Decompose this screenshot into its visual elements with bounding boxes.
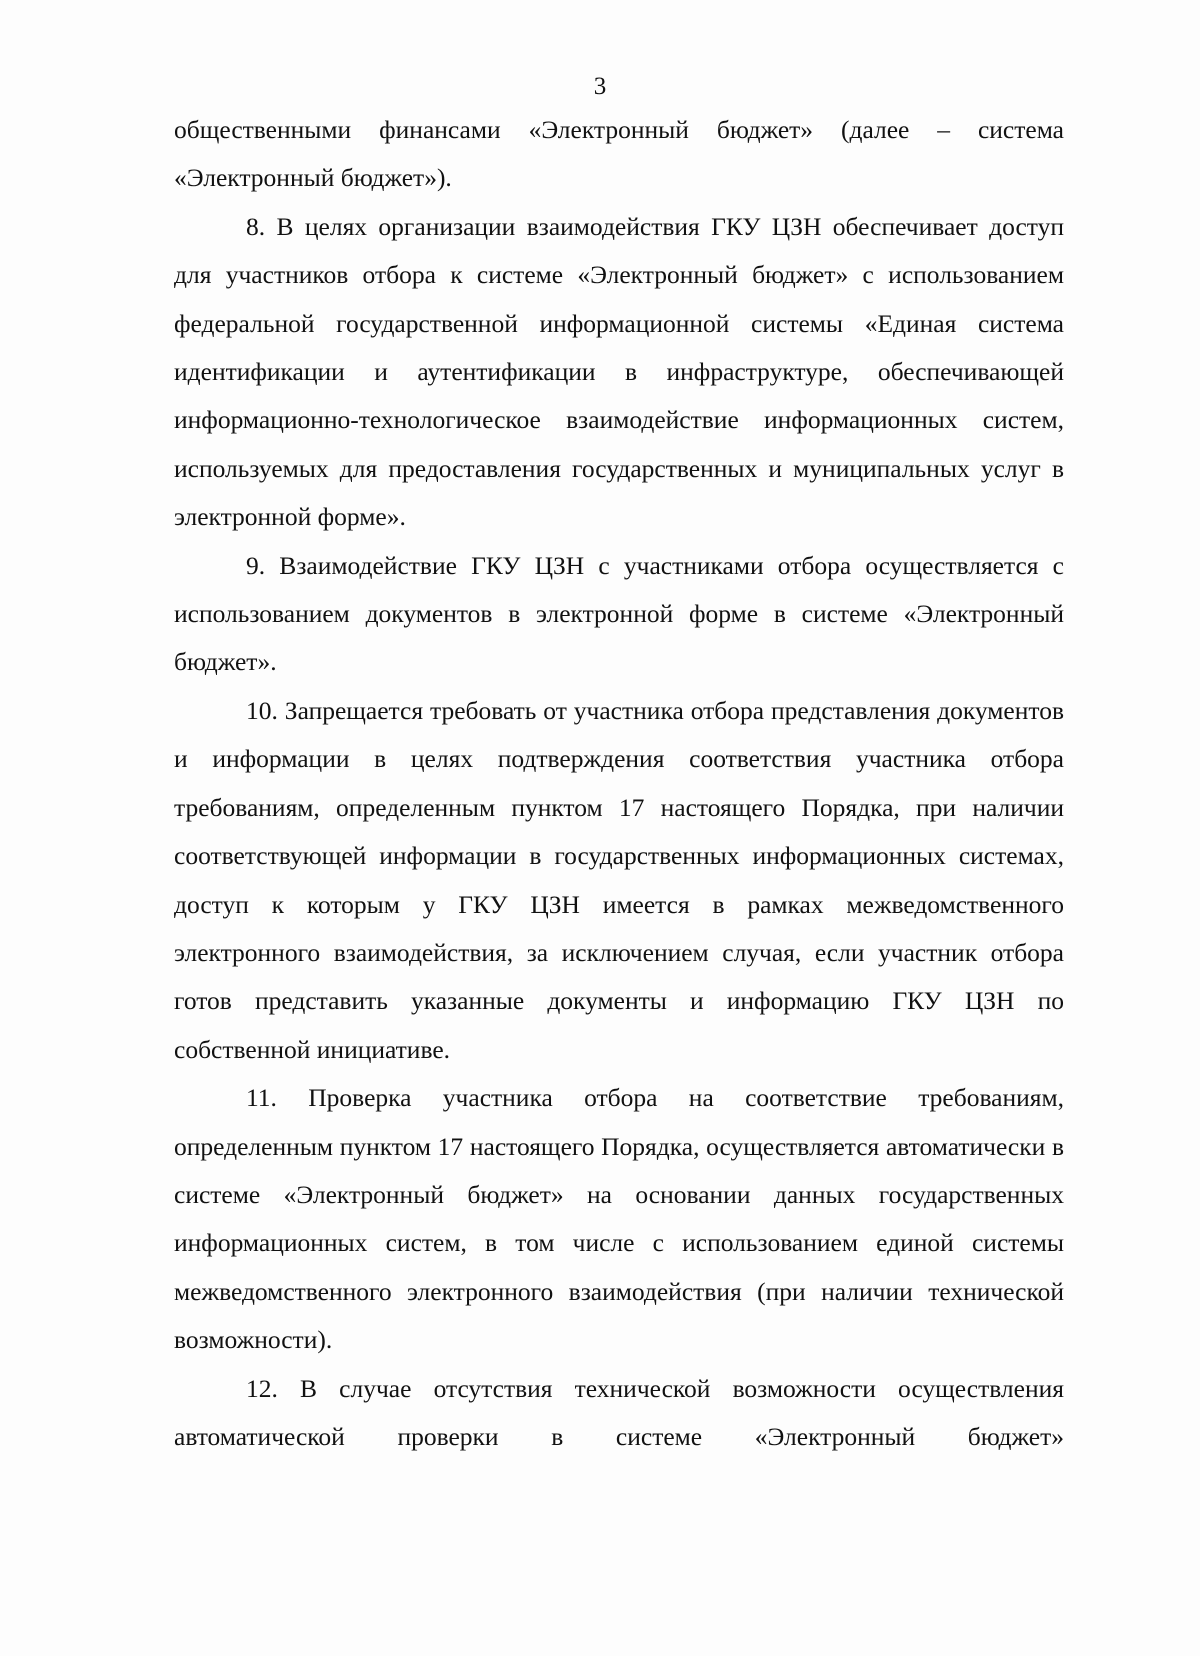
document-body [174,106,1064,1461]
page-number: 3 [593,73,607,100]
paragraph-item-8: 8. В целях организации взаимодействия ГКУ ЦЗН обеспечивает доступ для участников отбора к системе «Электронный бюджет» с использованием федеральной государственной информационной системы «Единая система идентификации и аутентификации в инфраструктуре, обеспечивающей информационно-технологическое взаимодействие информационных систем, используемых для предоставления государственных и муниципальных услуг в электронной форме». [174,211,1064,532]
paragraph-item-10: 10. Запрещается требовать от участника отбора представления документов и информации в целях подтверждения соответствия участника отбора требованиям, определенным пунктом 17 настоящего Порядка, при наличии соответствующей информации в государственных информационных системах, доступ к которым у ГКУ ЦЗН имеется в рамках межведомственного электронного взаимодействия, за исключением случая, если участник отбора готов представить указанные документы и информацию ГКУ ЦЗН по собственной инициативе. [174,695,1064,1064]
paragraph-continuation: общественными финансами «Электронный бюджет» (далее – система «Электронный бюджет»). [174,115,1064,193]
paragraph-item-11: 11. Проверка участника отбора на соответствие требованиям, определенным пунктом 17 настоящего Порядка, осуществляется автоматически в системе «Электронный бюджет» на основании данных государственных информационных систем, в том числе с использованием единой системы межведомственного электронного взаимодействия (при наличии технической возможности). [174,1083,1064,1355]
paragraph-item-9: 9. Взаимодействие ГКУ ЦЗН с участниками отбора осуществляется с использованием документов в электронной форме в системе «Электронный бюджет». [174,550,1064,677]
paragraph-item-12: 12. В случае отсутствия технической возможности осуществления автоматической проверки в системе «Электронный бюджет» [174,1373,1064,1451]
